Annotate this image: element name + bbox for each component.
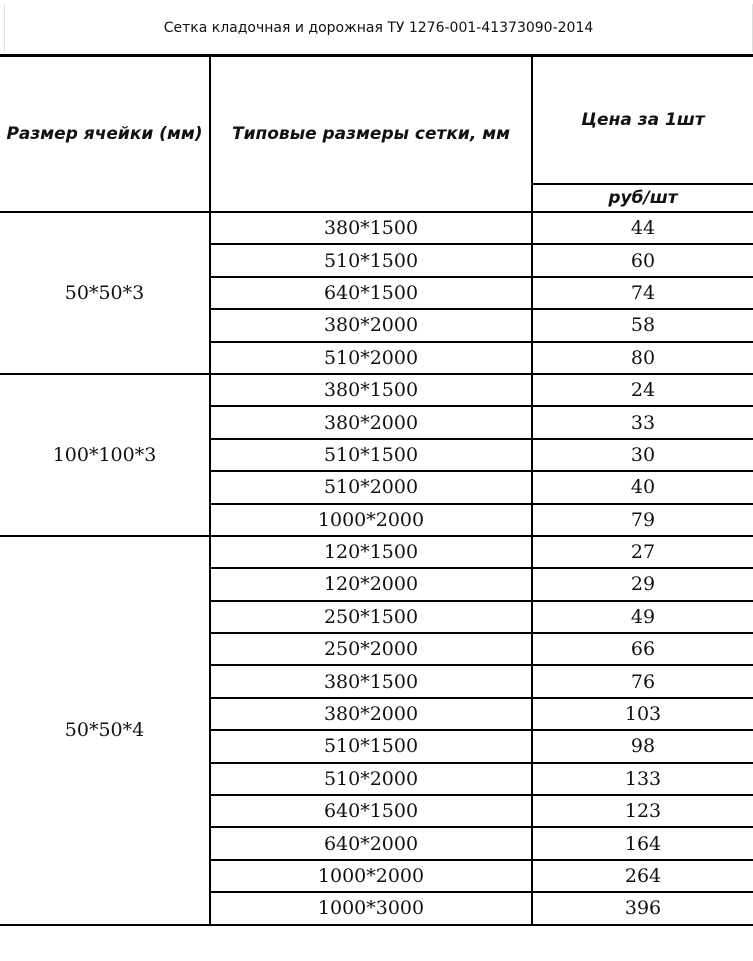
- mesh-size-value: 510*1500: [210, 244, 532, 276]
- price-value: 98: [532, 730, 753, 762]
- mesh-size-value: 510*2000: [210, 342, 532, 374]
- mesh-size-value: 380*2000: [210, 309, 532, 341]
- price-value: 264: [532, 860, 753, 892]
- mesh-size-value: 510*1500: [210, 730, 532, 762]
- mesh-size-value: 1000*2000: [210, 860, 532, 892]
- mesh-size-value: 120*1500: [210, 536, 532, 568]
- price-value: 44: [532, 212, 753, 244]
- price-value: 164: [532, 827, 753, 859]
- mesh-size-value: 380*1500: [210, 665, 532, 697]
- price-value: 66: [532, 633, 753, 665]
- mesh-size-value: 380*1500: [210, 374, 532, 406]
- mesh-size-value: 380*1500: [210, 212, 532, 244]
- mesh-size-value: 250*1500: [210, 601, 532, 633]
- mesh-size-value: 1000*3000: [210, 892, 532, 924]
- price-value: 76: [532, 665, 753, 697]
- price-value: 58: [532, 309, 753, 341]
- header-row: [0, 56, 753, 185]
- price-value: 33: [532, 406, 753, 438]
- price-value: 133: [532, 763, 753, 795]
- mesh-size-value: 120*2000: [210, 568, 532, 600]
- mesh-size-value: 510*2000: [210, 763, 532, 795]
- document-title: Сетка кладочная и дорожная ТУ 1276-001-41373090-2014: [4, 4, 753, 52]
- mesh-size-value: 640*2000: [210, 827, 532, 859]
- price-value: 80: [532, 342, 753, 374]
- mesh-size-value: 640*1500: [210, 277, 532, 309]
- mesh-size-value: 250*2000: [210, 633, 532, 665]
- mesh-size-value: 380*2000: [210, 406, 532, 438]
- header-cell-size: Размер ячейки (мм): [0, 56, 210, 213]
- mesh-size-value: 510*1500: [210, 439, 532, 471]
- price-value: 29: [532, 568, 753, 600]
- price-value: 123: [532, 795, 753, 827]
- mesh-size-value: 510*2000: [210, 471, 532, 503]
- cell-size-value: 100*100*3: [0, 374, 210, 536]
- header-price: Цена за 1шт: [532, 56, 753, 185]
- price-value: 40: [532, 471, 753, 503]
- mesh-size-value: 640*1500: [210, 795, 532, 827]
- price-value: 30: [532, 439, 753, 471]
- table-row: [0, 374, 753, 406]
- header-unit: руб/шт: [532, 184, 753, 212]
- price-value: 49: [532, 601, 753, 633]
- price-value: 103: [532, 698, 753, 730]
- cell-size-value: 50*50*4: [0, 536, 210, 925]
- cell-size-value: 50*50*3: [0, 212, 210, 374]
- mesh-size-value: 380*2000: [210, 698, 532, 730]
- price-value: 396: [532, 892, 753, 924]
- price-value: 60: [532, 244, 753, 276]
- price-value: 79: [532, 504, 753, 536]
- price-value: 24: [532, 374, 753, 406]
- table-row: [0, 536, 753, 568]
- table-row: [0, 212, 753, 244]
- price-table: [0, 54, 753, 926]
- price-value: 27: [532, 536, 753, 568]
- price-value: 74: [532, 277, 753, 309]
- header-mesh-sizes: Типовые размеры сетки, мм: [210, 56, 532, 213]
- price-table-body: [0, 212, 753, 925]
- mesh-size-value: 1000*2000: [210, 504, 532, 536]
